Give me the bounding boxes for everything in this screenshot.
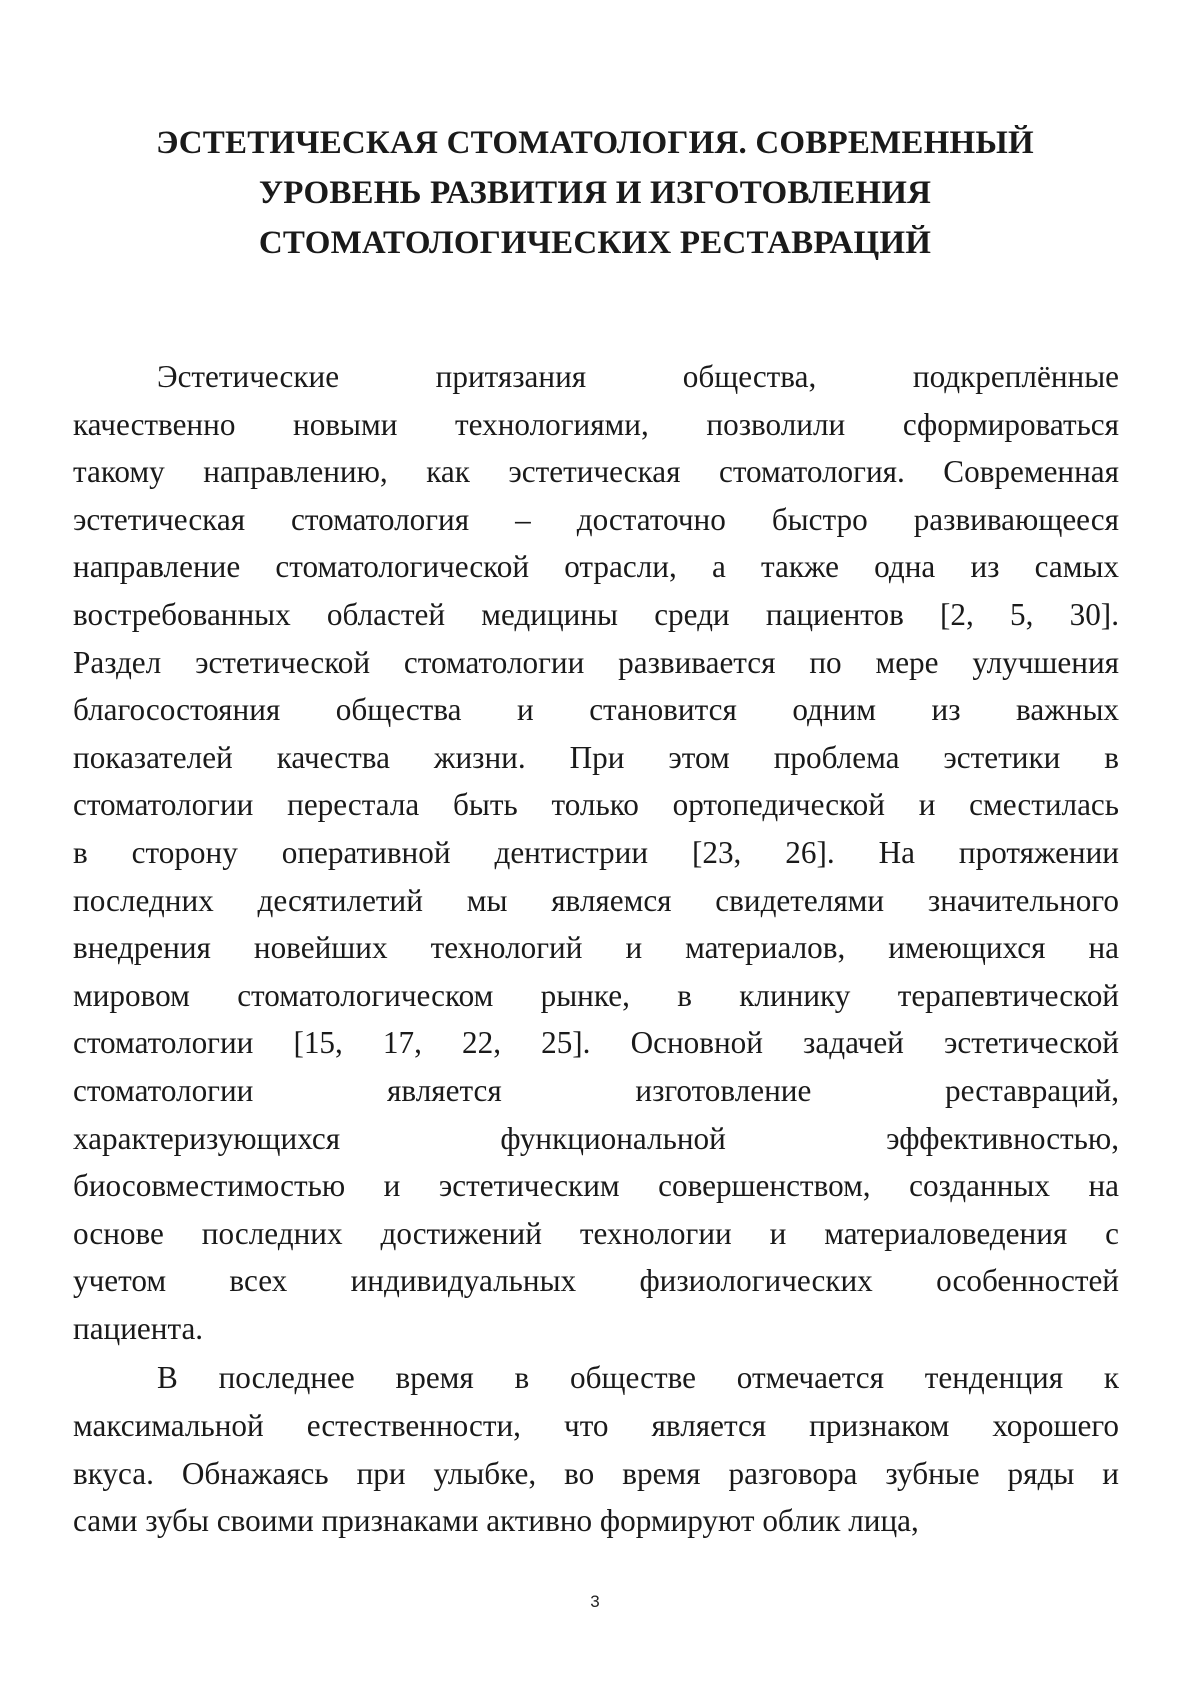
text-line: востребованных областей медицины среди пациентов [2, 5, 30].	[73, 596, 1119, 632]
paragraph-1	[73, 353, 1119, 1352]
text-line: стоматологии перестала быть только ортопедической и сместилась	[73, 787, 1119, 823]
text-line: В последнее время в обществе отмечается тенденция к	[157, 1360, 1119, 1396]
text-line: в сторону оперативной дентистрии [23, 26]. На протяжении	[73, 834, 1119, 870]
text-line: такому направлению, как эстетическая стоматология. Современная	[73, 454, 1119, 490]
text-line: стоматологии [15, 17, 22, 25]. Основной задачей эстетической	[73, 1025, 1119, 1061]
text-line: максимальной естественности, что является признаком хорошего	[73, 1408, 1119, 1444]
text-line: Эстетические притязания общества, подкреплённые	[157, 359, 1119, 394]
text-line: направление стоматологической отрасли, а также одна из самых	[73, 549, 1119, 585]
paragraph-2	[73, 1354, 1119, 1544]
text-line: пациента.	[73, 1310, 204, 1346]
body-text	[73, 353, 1119, 1545]
text-line: мировом стоматологическом рынке, в клинику терапевтической	[73, 977, 1119, 1013]
text-line: вкуса. Обнажаясь при улыбке, во время разговора зубные ряды и	[73, 1455, 1119, 1491]
text-line: благосостояния общества и становится одним из важных	[73, 692, 1119, 728]
text-line: показателей качества жизни. При этом проблема эстетики в	[73, 739, 1119, 775]
text-line: Раздел эстетической стоматологии развивается по мере улучшения	[73, 644, 1119, 680]
page-number: 3	[590, 1592, 600, 1611]
title-line: ЭСТЕТИЧЕСКАЯ СТОМАТОЛОГИЯ. СОВРЕМЕННЫЙ	[156, 125, 1034, 161]
text-line: сами зубы своими признаками активно формируют облик лица,	[73, 1503, 919, 1539]
text-line: последних десятилетий мы являемся свидетелями значительного	[73, 882, 1119, 918]
text-line: основе последних достижений технологии и материаловедения с	[73, 1215, 1119, 1251]
text-line: учетом всех индивидуальных физиологических особенностей	[73, 1263, 1119, 1299]
text-line: стоматологии является изготовление реставраций,	[73, 1072, 1119, 1108]
title-line: УРОВЕНЬ РАЗВИТИЯ И ИЗГОТОВЛЕНИЯ	[258, 175, 932, 211]
text-line: эстетическая стоматология – достаточно быстро развивающееся	[73, 501, 1119, 537]
text-line: качественно новыми технологиями, позволили сформироваться	[73, 406, 1119, 442]
document-title	[90, 118, 1100, 268]
text-line: внедрения новейших технологий и материалов, имеющихся на	[73, 930, 1119, 966]
text-line: биосовместимостью и эстетическим совершенством, созданных на	[73, 1168, 1119, 1204]
title-line: СТОМАТОЛОГИЧЕСКИХ РЕСТАВРАЦИЙ	[258, 225, 932, 261]
text-line: характеризующихся функциональной эффективностью,	[73, 1120, 1119, 1156]
